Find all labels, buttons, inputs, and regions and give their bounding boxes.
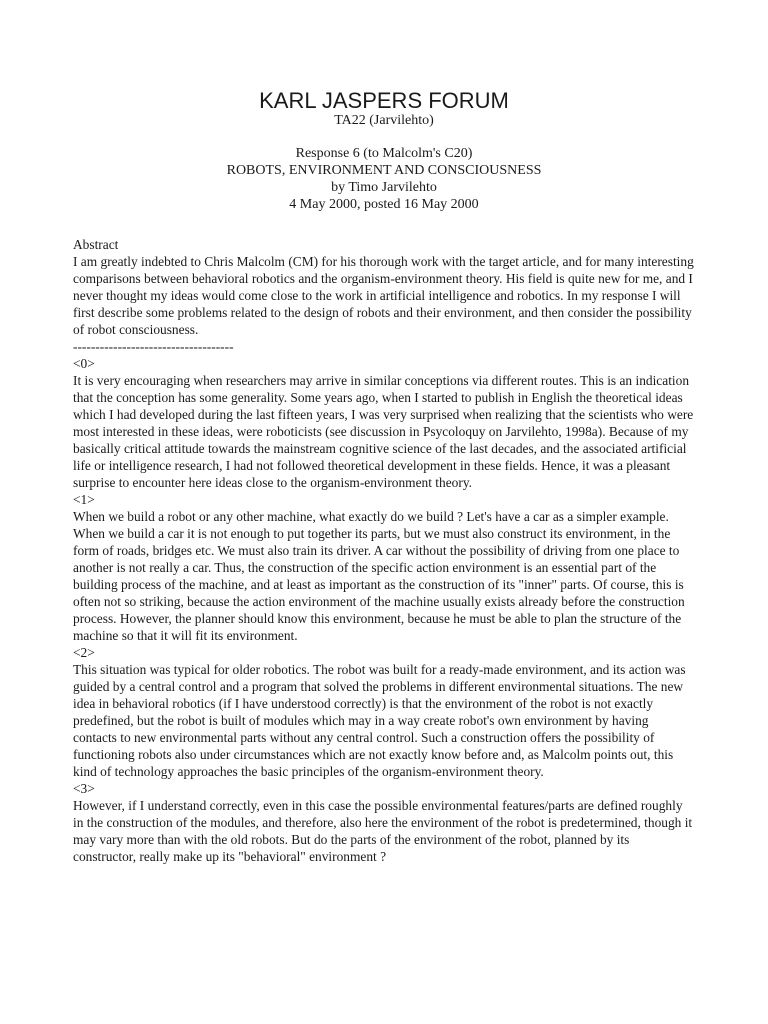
response-label: Response 6 (to Malcolm's C20) <box>295 146 473 161</box>
abstract-text: I am greatly indebted to Chris Malcolm (CM) for his thorough work with the target article, and for many interesting comparisons between behavioral robotics and the organism-environment theory. His field is quite new for me, and I never thought my ideas would come close to the work in artificial intelligence and robotics. In my response I will first describe some problems related to the design of robots and their environment, and then consider the possibility of robot consciousness. <box>73 254 694 337</box>
date-line: 4 May 2000, posted 16 May 2000 <box>289 197 479 212</box>
forum-title: KARL JASPERS FORUM <box>259 88 509 113</box>
response-meta <box>0 145 768 213</box>
paragraph-marker-1: <1> <box>73 492 95 507</box>
paragraph-marker-0: <0> <box>73 356 95 371</box>
abstract-heading: Abstract <box>73 237 119 252</box>
target-article-label: TA22 (Jarvilehto) <box>334 113 434 128</box>
article-title: ROBOTS, ENVIRONMENT AND CONSCIOUSNESS <box>226 163 542 178</box>
paragraph-3: However, if I understand correctly, even in this case the possible environmental features/parts are defined roughly in the construction of the modules, and therefore, also here the environment of the robot is predetermined, though it may vary more than with the old robots. But do the parts of the environment of the robot, planned by its constructor, really make up its "behavioral" environment ? <box>73 798 693 864</box>
paragraph-2: This situation was typical for older robotics. The robot was built for a ready-made environment, and its action was guided by a central control and a program that solved the problems in different environmental situations. The new idea in behavioral robotics (if I have understood correctly) is that the environment of the robot is not exactly predefined, but the robot is built of modules which may in a way create robot's own environment by having contacts to new environmental parts without any central control. Such a construction offers the possibility of functioning robots also under circumstances which are not exactly know before and, as Malcolm points out, this kind of technology approaches the basic principles of the organism-environment theory. <box>73 662 686 779</box>
paragraph-1: When we build a robot or any other machine, what exactly do we build ? Let's have a car as a simpler example. When we build a car it is not enough to put together its parts, but we must also construct its environment, in the form of roads, bridges etc. We must also train its driver. A car without the possibility of driving from one place to another is not really a car. Thus, the construction of the specific action environment is an essential part of the building process of the machine, and at least as important as the construction of its "inner" parts. Of course, this is often not so striking, because the action environment of the machine usually exists already before the construction process. However, the planner should know this environment, because he must be able to plan the structure of the machine so that it will fit its environment. <box>73 509 685 643</box>
paragraph-0: It is very encouraging when researchers may arrive in similar conceptions via different routes. This is an indication that the conception has some generality. Some years ago, when I started to publish in English the theoretical ideas which I had developed during the last fifteen years, I was very surprised when realizing that the scientists who were most interested in these ideas, were roboticists (see discussion in Psycoloquy on Jarvilehto, 1998a). Because of my basically critical attitude towards the mainstream cognitive science of the last decades, and the associated artificial life or intelligence research, I had not followed theoretical development in these fields. Hence, it was a pleasant surprise to encounter here ideas close to the organism-environment theory. <box>73 373 694 490</box>
section-separator: ------------------------------------ <box>73 339 234 354</box>
paragraph-marker-2: <2> <box>73 645 95 660</box>
document-body <box>73 236 695 865</box>
paragraph-marker-3: <3> <box>73 781 95 796</box>
author-line: by Timo Jarvilehto <box>331 180 437 195</box>
